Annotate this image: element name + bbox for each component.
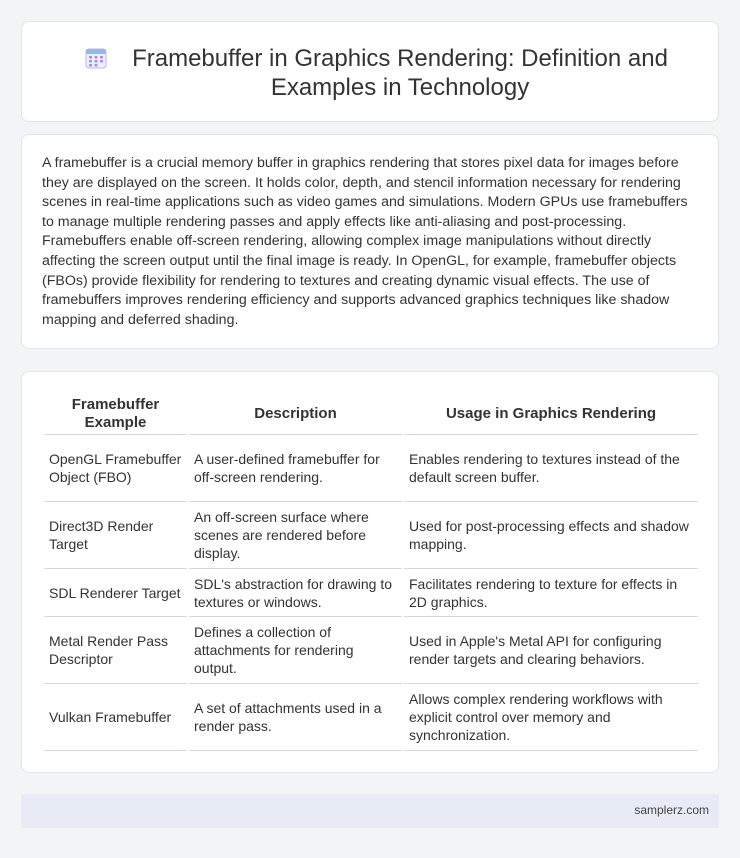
cell-usage: Used in Apple's Metal API for configuring render targets and clearing behaviors. <box>403 617 698 684</box>
cell-example: Direct3D Render Target <box>44 502 188 569</box>
cell-example: SDL Renderer Target <box>44 569 188 617</box>
cell-usage: Used for post-processing effects and shadow mapping. <box>403 502 698 569</box>
title-card <box>21 21 719 122</box>
cell-usage: Facilitates rendering to texture for effects in 2D graphics. <box>403 569 698 617</box>
table-card <box>21 371 719 773</box>
table-row <box>44 684 698 751</box>
table-row <box>44 435 698 502</box>
cell-description: Defines a collection of attachments for rendering output. <box>188 617 403 684</box>
intro-card <box>21 134 719 349</box>
cell-description: A user-defined framebuffer for off-screen rendering. <box>188 435 403 502</box>
cell-example: Vulkan Framebuffer <box>44 684 188 751</box>
header-description: Description <box>188 392 403 435</box>
table-header-row <box>44 392 698 435</box>
footer-site-link[interactable]: samplerz.com <box>634 803 709 817</box>
cell-description: An off-screen surface where scenes are rendered before display. <box>188 502 403 569</box>
intro-paragraph: A framebuffer is a crucial memory buffer in graphics rendering that stores pixel data for images before they are displayed on the screen. It holds color, depth, and stencil information necessary for rendering scenes in real-time applications such as video games and simulations. Modern GPUs use framebuffers to manage multiple rendering passes and apply effects like anti-aliasing and post-processing. Framebuffers enable off-screen rendering, allowing complex image manipulations without directly affecting the screen output until the final image is ready. In OpenGL, for example, framebuffer objects (FBOs) provide flexibility for rendering to textures and creating dynamic visual effects. The use of framebuffers improves rendering efficiency and supports advanced graphics techniques like shadow mapping and deferred shading. <box>42 155 688 328</box>
table-row <box>44 502 698 569</box>
page-title: Framebuffer in Graphics Rendering: Definition and Examples in Technology <box>132 45 668 101</box>
cell-example: OpenGL Framebuffer Object (FBO) <box>44 435 188 502</box>
cell-example: Metal Render Pass Descriptor <box>44 617 188 684</box>
header-usage: Usage in Graphics Rendering <box>403 392 698 435</box>
cell-usage: Enables rendering to textures instead of the default screen buffer. <box>403 435 698 502</box>
cell-description: A set of attachments used in a render pass. <box>188 684 403 751</box>
cell-description: SDL's abstraction for drawing to textures or windows. <box>188 569 403 617</box>
footer-bar <box>21 794 719 828</box>
header-framebuffer-example: Framebuffer Example <box>44 392 188 435</box>
framebuffer-table <box>44 392 698 751</box>
cell-usage: Allows complex rendering workflows with explicit control over memory and synchronization. <box>403 684 698 751</box>
table-row <box>44 617 698 684</box>
table-row <box>44 569 698 617</box>
